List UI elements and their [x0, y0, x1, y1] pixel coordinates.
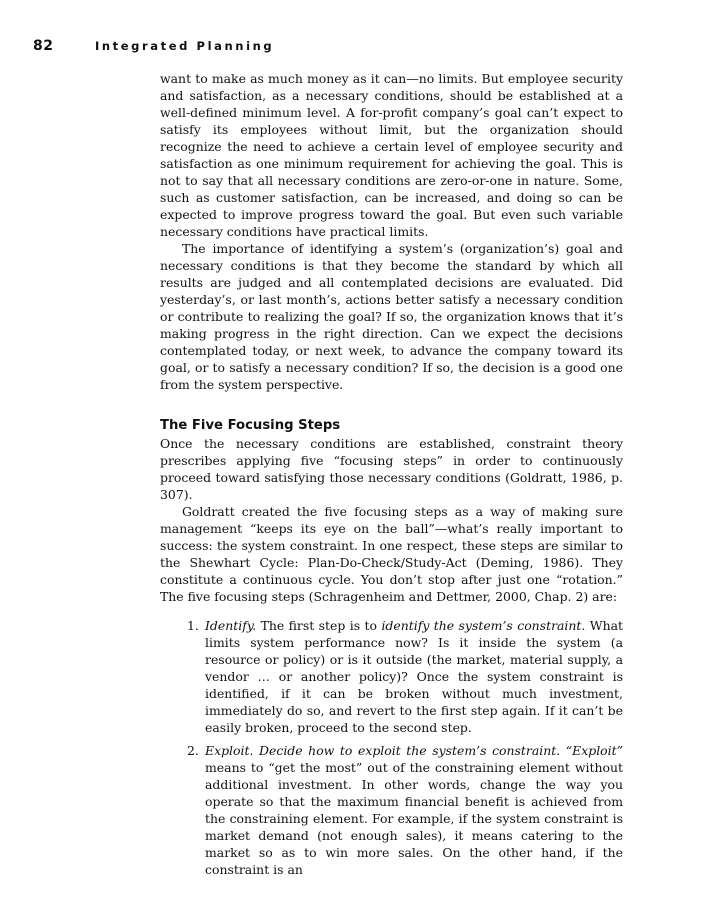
list-number: 1.	[187, 618, 199, 633]
list-number: 2.	[187, 743, 199, 758]
paragraph-3: Once the necessary conditions are established, constraint theory prescribes applying five “focusing steps” in order to continuously proceed toward satisfying those necessary conditions (Goldratt, 1986, p. 307).	[160, 436, 623, 502]
focusing-steps-list	[160, 617, 623, 878]
section-heading: The Five Focusing Steps	[160, 418, 341, 433]
body-text	[160, 70, 623, 884]
step-text: means to “get the most” out of the constraining element without additional investment. In other words, change the way you operate so that the maximum financial benefit is achieved from the constraining element. For example, if the system constraint is market demand (not enough sales), it means catering to the market so as to win more sales. On the other hand, if the constraint is an	[205, 760, 623, 877]
page-number: 82	[33, 38, 54, 54]
step-text: The first step is to	[256, 618, 382, 633]
step-emphasis: identify the system’s constraint	[381, 618, 582, 633]
paragraph-4: Goldratt created the five focusing steps as a way of making sure management “keeps its eye on the ball”—what’s really important to success: the system constraint. In one respect, these steps are similar to the Shewhart Cycle: Plan-Do-Check/Study-Act (Deming, 1986). They constitute a continuous cycle. You don’t stop after just one “rotation.” The five focusing steps (Schragenheim and Dettmer, 2000, Chap. 2) are:	[160, 504, 623, 604]
page-header	[33, 38, 274, 58]
paragraph-1: want to make as much money as it can—no limits. But employee security and satisfaction, as a necessary conditions, should be established at a well-defined minimum level. A for-profit company’s goal can’t expect to satisfy its employees without limit, but the organization should recognize the need to achieve a certain level of employee security and satisfaction as one minimum requirement for achieving the goal. This is not to say that all necessary conditions are zero-or-one in nature. Some, such as customer satisfaction, can be increased, and doing so can be expected to improve progress toward the goal. But even such variable necessary conditions have practical limits.	[160, 71, 623, 239]
step-label: Identify.	[205, 618, 257, 633]
list-item-exploit	[160, 742, 623, 878]
running-title: Integrated Planning	[95, 39, 275, 53]
paragraph-2: The importance of identifying a system’s (organization’s) goal and necessary conditions is that they become the standard by which all results are judged and all contemplated decisions are evaluated. Did yesterday’s, or last month’s, actions better satisfy a necessary condition or contribute to realizing the goal? If so, the organization knows that it’s making progress in the right direction. Can we expect the decisions contemplated today, or next week, to advance the company toward its goal, or to satisfy a necessary condition? If so, the decision is a good one from the system perspective.	[160, 241, 623, 392]
step-label: Exploit. Decide how to exploit the system’s constraint. “Exploit”	[205, 743, 623, 758]
step-text-continued: . What limits system performance now? Is it inside the system (a resource or policy) or is it outside (the market, material supply, a vendor … or another policy)? Once the system constraint is identified, if it can be broken without much investment, immediately do so, and revert to the first step again. If it can’t be easily broken, proceed to the second step.	[205, 618, 623, 735]
list-item-identify	[160, 617, 623, 736]
